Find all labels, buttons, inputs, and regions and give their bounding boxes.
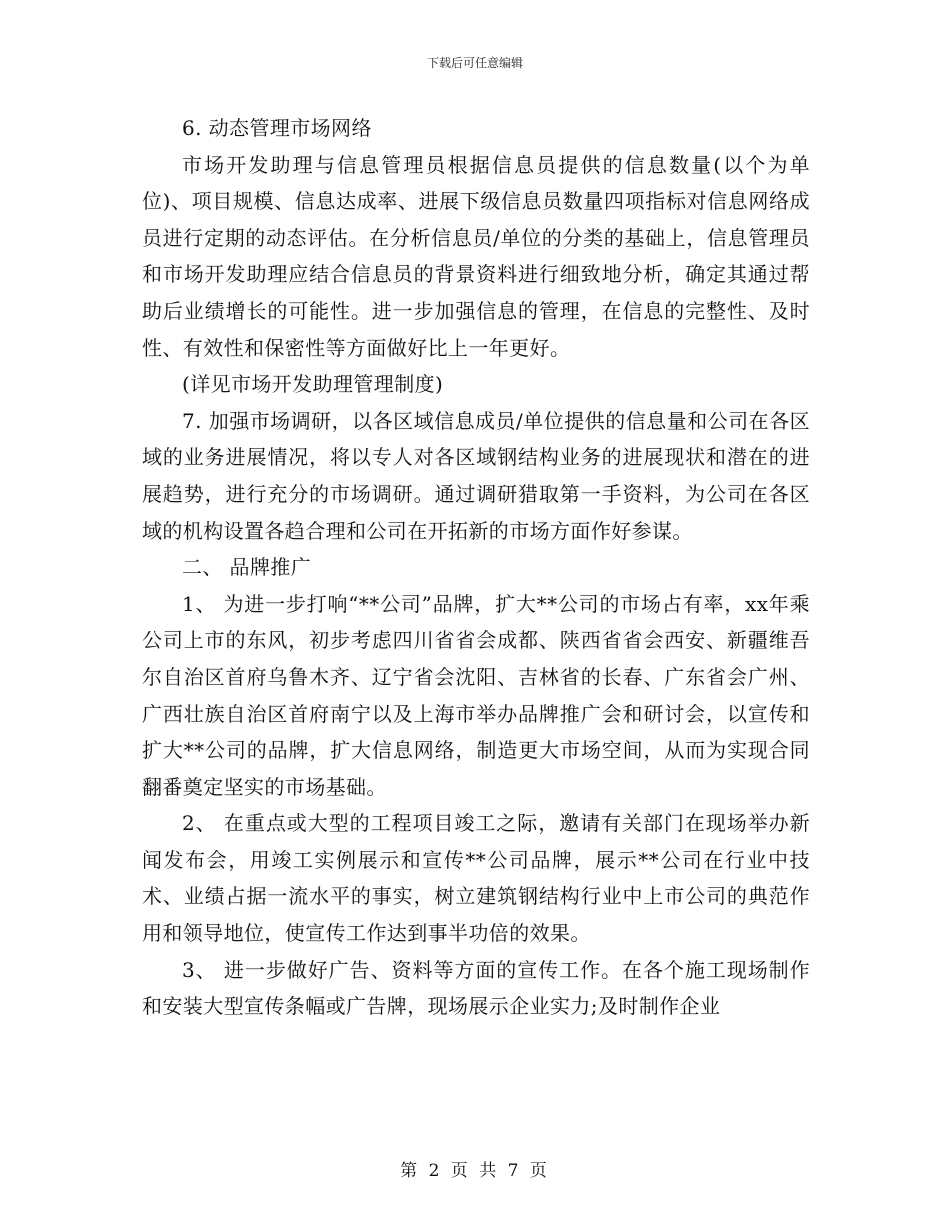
page-number: 第 2 页 共 7 页 <box>400 1161 550 1181</box>
paragraph-brand-2: 2、 在重点或大型的工程项目竣工之际，邀请有关部门在现场举办新闻发布会，用竣工实例展示和宣传**公司品牌，展示**公司在行业中技术、业绩占据一流水平的事实，树立建筑钢结构行业中上市公司的典范作用和领导地位，使宣传工作达到事半功倍的效果。 <box>142 811 810 946</box>
section-heading-6: 6. 动态管理市场网络 <box>182 116 372 140</box>
paragraph-brand-3: 3、 进一步做好广告、资料等方面的宣传工作。在各个施工现场制作和安装大型宣传条幅或广告牌，现场展示企业实力;及时制作企业 <box>142 957 810 1019</box>
paragraph-market-research: 7. 加强市场调研，以各区域信息成员/单位提供的信息量和公司在各区域的业务进展情况，将以专人对各区域钢结构业务的进展现状和潜在的进展趋势，进行充分的市场调研。通过调研猎取第一手资料，为公司在各区域的机构设置各趋合理和公司在开拓新的市场方面作好参谋。 <box>142 408 810 543</box>
section-heading-brand: 二、 品牌推广 <box>182 555 312 580</box>
header-note: 下载后可任意编辑 <box>426 56 523 70</box>
reference-note: (详见市场开发助理管理制度) <box>182 372 444 397</box>
paragraph-network-evaluation: 市场开发助理与信息管理员根据信息员提供的信息数量(以个为单位)、项目规模、信息达成率、进展下级信息员数量四项指标对信息网络成员进行定期的动态评估。在分析信息员/单位的分类的基础上，信息管理员和市场开发助理应结合信息员的背景资料进行细致地分析，确定其通过帮助后业绩增长的可能性。进一步加强信息的管理，在信息的完整性、及时性、有效性和保密性等方面做好比上一年更好。 <box>142 152 810 360</box>
paragraph-brand-1: 1、 为进一步打响“**公司”品牌，扩大**公司的市场占有率，xx年乘公司上市的东风，初步考虑四川省省会成都、陕西省省会西安、新疆维吾尔自治区首府乌鲁木齐、辽宁省会沈阳、吉林省的长春、广东省会广州、广西壮族自治区首府南宁以及上海市举办品牌推广会和研讨会，以宣传和扩大**公司的品牌，扩大信息网络，制造更大市场空间，从而为实现合同翻番奠定坚实的市场基础。 <box>142 591 810 799</box>
document-body <box>142 110 810 1025</box>
